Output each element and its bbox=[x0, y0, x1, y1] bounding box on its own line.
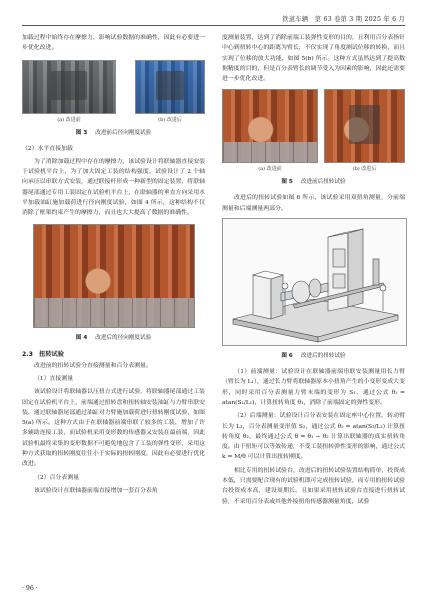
figure-caption bbox=[22, 333, 205, 341]
drawing-torsion-test-rig bbox=[222, 218, 407, 346]
figure-caption bbox=[222, 177, 405, 185]
figure-number: 图 3 bbox=[75, 129, 88, 136]
paragraph: 加载过程中始终存在摩擦力，影响试验数据的准确性，因此有必要进一步优化改进。 bbox=[22, 35, 205, 52]
paragraph: 相比专用的扭转试验台，改进后的扭转试验装置结构简单，投资成本低，只需要配合现有的试验机即可完成扭转试验，而专用的扭转试验台投资成本高，建设周期长。且如果采用扭转试验台直接进行扭转试验，不采用百分表或其他外接扭角传感器测量角度，试验 bbox=[222, 467, 405, 505]
subsection-heading: （1）直接测量 bbox=[34, 375, 74, 382]
photo-torsion-test-after bbox=[324, 89, 405, 163]
figure-3a bbox=[22, 60, 116, 123]
figure-caption bbox=[222, 351, 405, 359]
figure-5a bbox=[222, 89, 318, 172]
figure-caption bbox=[22, 128, 205, 136]
volume-issue: 第 63 卷第 3 期 2025 年 6 月 bbox=[314, 16, 405, 23]
journal-name: 铁道车辆 bbox=[282, 16, 309, 23]
figure-title: 改进后的径向刚度试验 bbox=[95, 334, 152, 341]
paragraph: 该试验设计在联轴器前端直接增加一套百分表角 bbox=[34, 487, 158, 494]
photo-radial-test-after bbox=[135, 60, 205, 114]
subsection-heading: （2）百分表测量 bbox=[34, 474, 79, 481]
subfigure-caption: (a) 改进前 bbox=[57, 116, 81, 123]
figure-5b bbox=[324, 89, 405, 172]
running-header bbox=[282, 14, 405, 23]
torsion-rig-drawing bbox=[223, 219, 406, 345]
subfigure-caption: (b) 改进后 bbox=[352, 166, 377, 173]
figure-title: 改进前后扭转试验 bbox=[300, 179, 346, 186]
figure-number: 图 4 bbox=[75, 334, 88, 341]
figure-6 bbox=[222, 218, 405, 359]
paragraph: 度测量装置，达到了消除前端工装弹性变形的目的，且利用百分表指针中心到扭转中心的距离为臂长，不仅实现了角度测试位移的转换，而且实现了位移的放大功能，如图 5(b) 所示。这种方式虽然达到了提高数据精度的目的，但是百分表臂长的调节受入为因素的影响，因此还需要进一步优化改进。 bbox=[222, 35, 405, 83]
figure-number: 图 6 bbox=[281, 353, 293, 360]
paragraph: 改进后的扭转试验如图 6 所示，该试验采用双扭角测量，分前端测量和后端测量两部分。 bbox=[222, 195, 405, 212]
subsection-heading: （2）水平直接加载 bbox=[22, 145, 73, 152]
figure-3b bbox=[135, 60, 205, 123]
paragraph: 为了消除加载过程中存在的摩擦力，该试验设计将联轴器直接安装于试验机平台上，为了加大固定工装的结构强度，试验设计了 2 个轴向承压以串联方式安装，通过联接杆形成一种新型的固定装置，将联轴器尾部通过专用工装固定在试验机平台上，在联轴器的垂直方向采用水平加载油缸施加载荷进行径向刚度试验，如图 4 所示，这种结构不仅消除了框架约束产生的摩擦力，而且也大大提高了数据的准确性。 bbox=[22, 158, 205, 217]
header-rule bbox=[22, 25, 405, 26]
paragraph: （2）后端测量：试验设计百分表安装在固定座中心位置，转动臂长为 L₂，百分表测量变形值 S₂，通过公式 θ₂ = atan(S₂/L₂) 计算扭转角度 θ₂，最终通过公式 θ = θ₁ − θ₂ 计算出联轴器的真实扭转角度。由于扭矩可以等效传递，不受工装扭转弹性变形的影响，通过公式 k = M/θ 可以计算出扭转刚度。 bbox=[222, 413, 405, 461]
paragraph: 该试验设计将联轴器以压扭方式进行试验，将联轴器尾部通过工装固定在试验机平台上，前端通过扭转盘和扭转轴安装油缸与力臂串联安装，通过联轴器尾部通过油缸对力臂施加载荷进行扭转刚度试验，如图 5(a) 所示。这种方式由于在联轴器前端串联了较多的工装，增加了许多辅助连接工装，而试验机采用变形数的传感器又安装在最前端，因此试验机最终采集的变形数据不可避免地包含了工装的弹性变形，采用这种方式获取的扭转刚度往往小于实际的扭转刚度，因此有必要进行优化改进。 bbox=[22, 389, 205, 468]
figure-number: 图 5 bbox=[281, 179, 293, 186]
figure-title: 改进前后径向刚度试验 bbox=[95, 129, 152, 136]
photo-radial-test-improved bbox=[33, 224, 195, 328]
figure-5 bbox=[222, 89, 405, 185]
right-column bbox=[222, 33, 405, 510]
page-number: · 96 · bbox=[22, 585, 38, 592]
photo-radial-test-before bbox=[22, 60, 116, 114]
subfigure-caption: (b) 改进后 bbox=[158, 116, 182, 123]
subfigure-caption: (a) 改进前 bbox=[258, 166, 282, 173]
section-heading: 2.3 扭转试验 bbox=[22, 350, 64, 358]
figure-3 bbox=[22, 60, 205, 136]
left-column bbox=[22, 33, 205, 499]
paragraph: （1）前端测量：试验设计在联轴器前端串联安装测量用长力臂（臂长为 L₁），通过长力臂将联轴器原本小扭角产生的小变形变成大变形，同时采用百分表测量力臂末端的变形为 S₁，通过公式 θ₁ = atan(S₁/L₁)，计算扭转角度 θ₁，消除了前端固定的弹性变形。 bbox=[222, 369, 405, 406]
figure-title: 改进后的扭转试验 bbox=[300, 353, 346, 360]
paragraph: 改进前的扭转试验分直接测量和百分表测量。 bbox=[34, 362, 152, 369]
figure-4 bbox=[22, 224, 205, 341]
photo-torsion-test-before bbox=[222, 89, 318, 163]
